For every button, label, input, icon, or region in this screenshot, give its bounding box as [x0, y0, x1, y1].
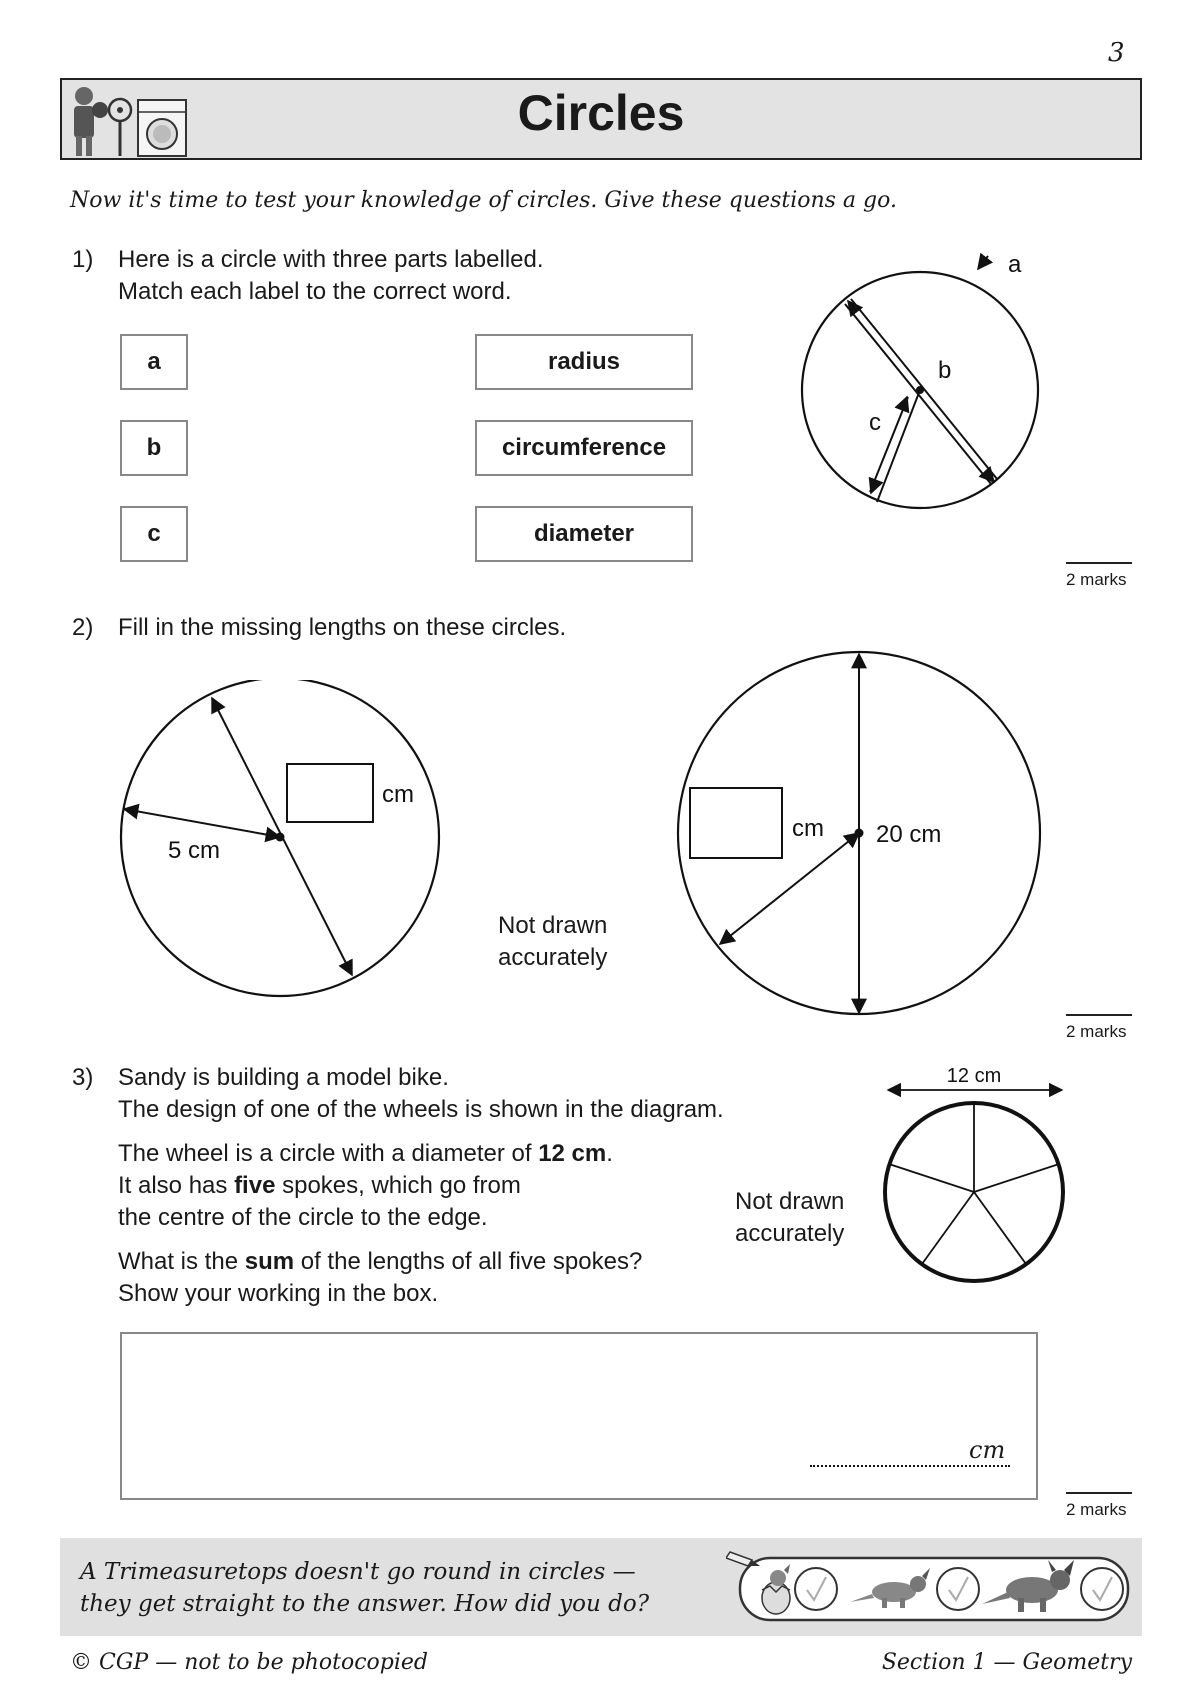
q3-spoke-count: five [234, 1172, 276, 1199]
footer-band-line1: A Trimeasuretops doesn't go round in circles — [80, 1559, 636, 1585]
q1-circle-diagram [790, 240, 1050, 520]
q1-marks: 2 marks [1066, 570, 1127, 589]
page-number: 3 [1108, 38, 1125, 68]
q2-left-answer-box[interactable] [287, 764, 373, 822]
q1-label-box-c[interactable]: c [120, 506, 188, 562]
q1-word-box-radius[interactable]: radius [475, 334, 693, 390]
q2-text: Fill in the missing lengths on these circles. [118, 614, 567, 641]
q1-diagram-label-a: a [1008, 251, 1022, 278]
q3-diameter-value: 12 cm [538, 1140, 607, 1167]
q3-p2-line2-post: spokes, which go from [275, 1172, 521, 1199]
q3-p2-line1 [118, 1138, 613, 1170]
q2-right-known-length: 20 cm [876, 821, 942, 848]
q3-p2-line1-post: . [606, 1140, 613, 1167]
footer-band-text [80, 1556, 649, 1620]
q1-marks-line [1066, 562, 1132, 564]
check-circle-2-icon[interactable] [937, 1568, 979, 1610]
q3-p2-line2 [118, 1170, 613, 1202]
page-title: Circles [517, 85, 685, 141]
q1-word-box-diameter[interactable]: diameter [475, 506, 693, 562]
q1-label-box-a[interactable]: a [120, 334, 188, 390]
q2-right-unit: cm [792, 815, 824, 842]
q1-word-box-circumference[interactable]: circumference [475, 420, 693, 476]
q3-line1: Sandy is building a model bike. [118, 1064, 449, 1091]
q2-not-drawn-note [498, 910, 607, 974]
intro-text: Now it's time to test your knowledge of circles. Give these questions a go. [70, 188, 897, 213]
q3-marks: 2 marks [1066, 1500, 1127, 1519]
q3-text-details [118, 1138, 613, 1234]
check-circle-3-icon[interactable] [1081, 1568, 1123, 1610]
q2-right-circle-diagram [670, 645, 1050, 1025]
q3-p3-line1-pre: What is the [118, 1248, 245, 1275]
q1-diagram-label-c: c [869, 409, 881, 436]
q3-p2-line2-pre: It also has [118, 1172, 235, 1199]
q2-left-known-length: 5 cm [168, 837, 221, 864]
q3-marks-line [1066, 1492, 1132, 1494]
q3-p2-line3: the centre of the circle to the edge. [118, 1204, 488, 1231]
self-assessment-panel [726, 1546, 1136, 1630]
footer-band-line2: they get straight to the answer. How did you do? [80, 1591, 650, 1617]
q3-answer-line[interactable] [810, 1465, 1010, 1467]
q3-not-drawn-note [735, 1186, 844, 1250]
q3-note-line2: accurately [735, 1220, 845, 1247]
q3-p3-line2: Show your working in the box. [118, 1280, 439, 1307]
q2-marks-line [1066, 1014, 1132, 1016]
q3-p3-line1 [118, 1246, 642, 1278]
q3-answer-unit: cm [969, 1436, 1006, 1464]
q2-note-line2: accurately [498, 944, 608, 971]
q1-text [118, 244, 544, 308]
q3-working-box[interactable] [120, 1332, 1038, 1500]
q2-number: 2) [72, 614, 94, 641]
pencil-icon [726, 1552, 760, 1566]
q3-p2-line1-pre: The wheel is a circle with a diameter of [118, 1140, 539, 1167]
q3-text-intro [118, 1062, 724, 1126]
q1-line2: Match each label to the correct word. [118, 278, 512, 305]
footer-copyright: © CGP — not to be photocopied [70, 1650, 428, 1675]
q2-marks: 2 marks [1066, 1022, 1127, 1041]
q2-right-answer-box[interactable] [690, 788, 782, 858]
q1-diagram-label-b: b [938, 357, 952, 384]
q1-line1: Here is a circle with three parts labelled. [118, 246, 544, 273]
q3-number: 3) [72, 1064, 94, 1091]
q3-wheel-diagram [880, 1060, 1080, 1290]
q3-text-question [118, 1246, 642, 1310]
q1-label-box-b[interactable]: b [120, 420, 188, 476]
q3-sum-word: sum [244, 1248, 295, 1275]
q3-note-line1: Not drawn [735, 1188, 845, 1215]
check-circle-1-icon[interactable] [795, 1568, 837, 1610]
footer-section: Section 1 — Geometry [881, 1650, 1132, 1675]
q3-line2: The design of one of the wheels is shown in the diagram. [118, 1096, 724, 1123]
q2-left-circle-diagram [110, 680, 450, 1000]
q2-left-unit: cm [382, 781, 414, 808]
q2-note-line1: Not drawn [498, 912, 608, 939]
q1-number: 1) [72, 246, 94, 273]
q3-diagram-label: 12 cm [946, 1065, 1002, 1087]
q3-p3-line1-post: of the lengths of all five spokes? [294, 1248, 643, 1275]
